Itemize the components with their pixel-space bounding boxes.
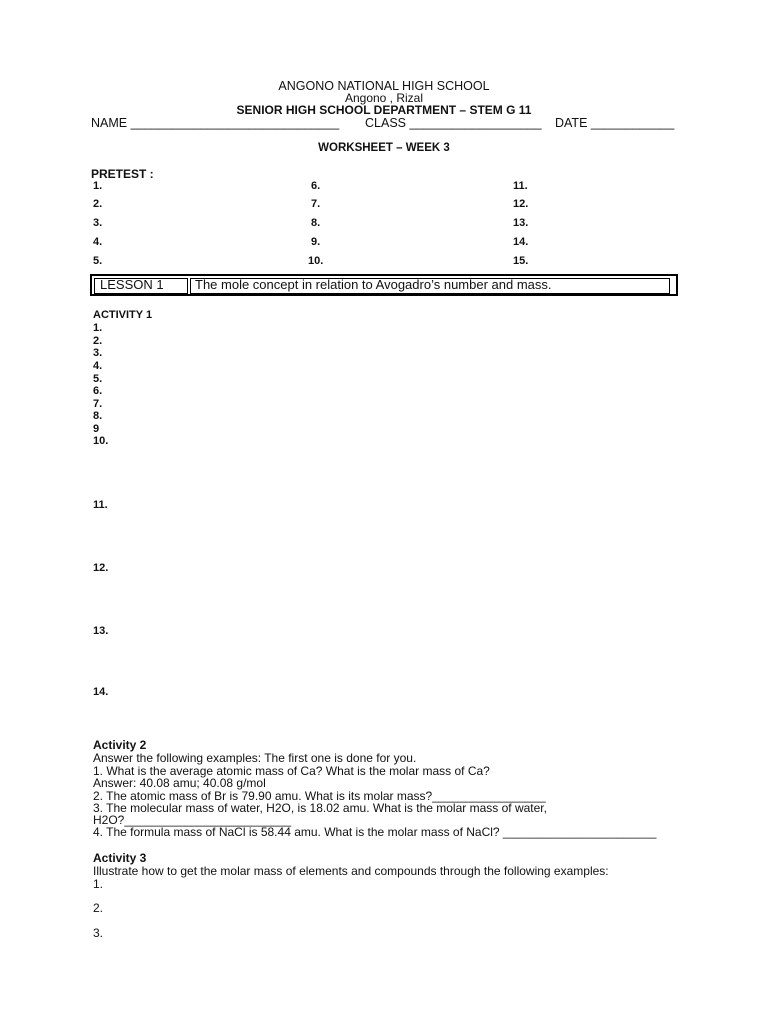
lesson-number: LESSON 1 [100,277,164,292]
activity1-item: 2. [93,335,103,347]
activity1-item: 7. [93,398,103,410]
pretest-item: 10. [308,255,324,267]
name-field: NAME ______________________________ [91,116,340,130]
pretest-item: 2. [93,198,103,210]
activity2-line: 4. The formula mass of NaCl is 58.44 amu. What is the molar mass of NaCl? _______________________ [93,825,657,839]
activity1-item: 11. [93,499,108,511]
activity1-label: ACTIVITY 1 [93,309,153,321]
department-line: SENIOR HIGH SCHOOL DEPARTMENT – STEM G 11 [236,103,532,117]
pretest-item: 4. [93,236,103,248]
pretest-item: 12. [513,198,529,210]
pretest-item: 15. [513,255,529,267]
activity2-line: Answer the following examples: The first one is done for you. [93,751,417,765]
lesson-title: The mole concept in relation to Avogadro’s number and mass. [195,277,552,292]
activity1-item: 4. [93,360,103,372]
activity3-item: 2. [93,901,104,915]
pretest-item: 7. [311,198,321,210]
activity1-item: 3. [93,347,103,359]
activity3-item: 1. [93,877,104,891]
pretest-item: 6. [311,180,321,192]
pretest-item: 11. [513,180,528,192]
pretest-item: 14. [513,236,529,248]
date-field: DATE ____________ [555,116,675,130]
pretest-item: 1. [93,180,103,192]
activity1-item: 8. [93,410,103,422]
activity2-line: Answer: 40.08 amu; 40.08 g/mol [93,776,266,790]
activity2-line: 2. The atomic mass of Br is 79.90 amu. What is its molar mass?_________________ [93,789,546,803]
pretest-item: 13. [513,217,529,229]
activity3-instruction: Illustrate how to get the molar mass of elements and compounds through the following examples: [93,864,609,878]
activity1-item: 10. [93,435,109,447]
activity2-label: Activity 2 [93,738,147,752]
lesson-banner [90,274,678,296]
pretest-item: 3. [93,217,103,229]
school-location: Angono , Rizal [344,91,424,105]
activity2-line: 1. What is the average atomic mass of Ca? What is the molar mass of Ca? [93,764,490,778]
activity1-item: 6. [93,385,103,397]
class-field: CLASS ___________________ [365,116,542,130]
activity2-line: 3. The molecular mass of water, H2O, is 18.02 amu. What is the molar mass of water, [93,801,547,815]
activity2-line: H2O?_________________________ [93,813,292,827]
worksheet-title: WORKSHEET – WEEK 3 [318,142,450,154]
activity3-label: Activity 3 [93,851,147,865]
activity1-item: 5. [93,373,103,385]
pretest-item: 5. [93,255,103,267]
activity1-item: 13. [93,625,109,637]
pretest-item: 9. [311,236,321,248]
pretest-label: PRETEST : [91,167,154,181]
activity1-item: 9 [93,423,100,435]
school-name: ANGONO NATIONAL HIGH SCHOOL [278,79,490,93]
activity3-item: 3. [93,926,104,940]
pretest-item: 8. [311,217,321,229]
activity1-item: 1. [93,322,103,334]
activity1-item: 12. [93,562,109,574]
activity1-item: 14. [93,686,109,698]
